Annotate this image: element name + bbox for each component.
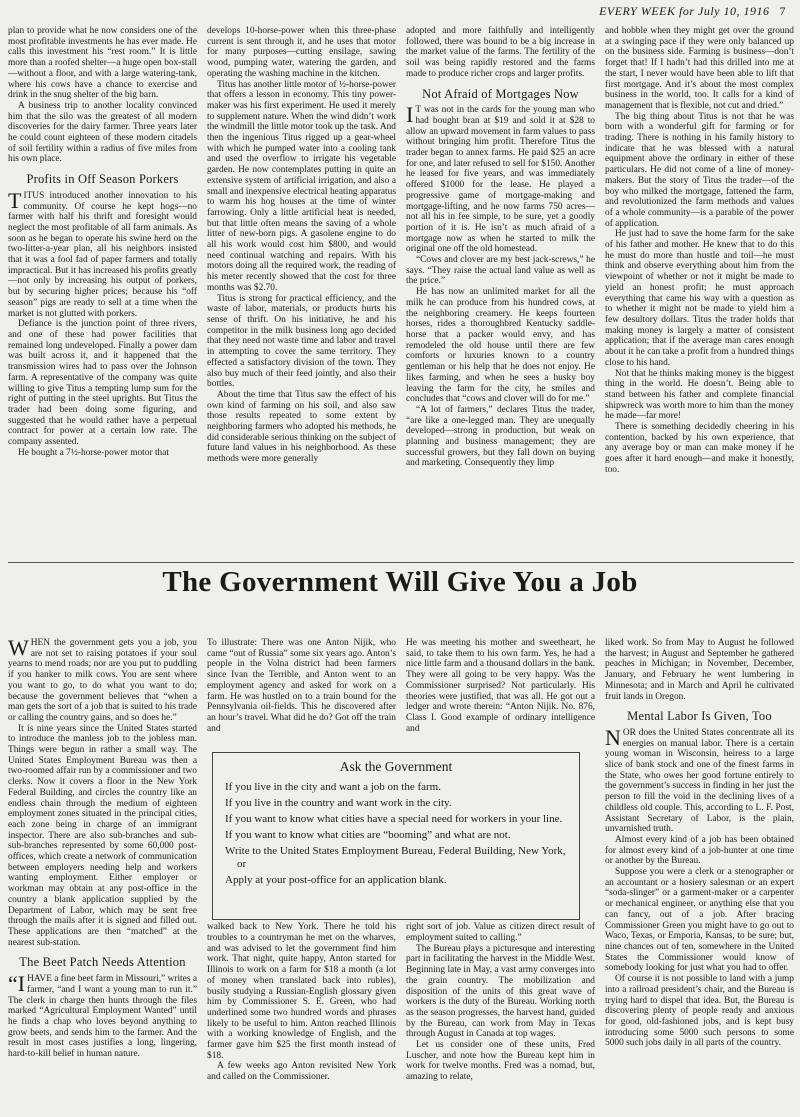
drop-cap: N (605, 724, 621, 750)
subheading: Profits in Off Season Porkers (26, 172, 179, 187)
paragraph-text: Of course it is not possible to land with a jump into a railroad president’s chair, and the Bureau is trying hard to dispel that idea. But, the Bureau is discovering plenty of people ready and anxious for good, old-fashioned jobs, and is kept busy introducing some 5000 such persons to some 5000 such jobs daily in all parts of the country. (605, 974, 794, 1049)
paragraph (605, 974, 794, 1049)
paragraph-text: develops 10-horse-power when this three-phase current is sent through it, and he uses that motor for many purposes—cutting ensilage, sawing wood, pumping water, watering the garden, and operating the washing machine in the kitchen. (207, 26, 396, 79)
paragraph (406, 287, 595, 405)
paragraph (8, 187, 197, 319)
paragraph (605, 112, 794, 230)
paragraph (207, 390, 396, 465)
box-item: Write to the United States Employment Bureau, Federal Building, New York, or (225, 845, 566, 870)
text-column (8, 26, 197, 562)
box-list (225, 781, 567, 887)
paragraph-text: T was not in the cards for the young man who had bought bran at $19 and sold it at $28 to allow an upward movement in farm values to pass without bringing him profit. Therefore Titus the trader began to annex farms. He paid $25 an acre for one, and later refused to sell for $150. Another he leased for five years, and was immediately offered $1000 for the lease. He played a progressive game of mortgage-making and mortgage-lifting, and he now farms 750 acres—not all his in fee simple, to be sure, yet a goodly portion of it is. He isn’t as much afraid of a mortgage now as when he started to milk the original one off the old homestead. (406, 105, 595, 255)
article-title: The Government Will Give You a Job (162, 566, 638, 598)
paragraph-text: A business trip to another locality convinced him that the silo was the greatest of all modern discoveries for the dairy farmer. Three years later he could count eighteen of these modern citadels of soil fertility within a radius of five miles from his own place. (8, 100, 197, 165)
box-item: If you live in the city and want a job on the farm. (225, 781, 441, 793)
divider-rule (8, 562, 794, 563)
paragraph (8, 638, 197, 724)
paragraph (406, 102, 595, 255)
paragraph (406, 26, 595, 80)
paragraph-text: The big thing about Titus is not that he was born with a wonderful gift for farming or for trading. There is nothing in his family history to indicate that he was blessed with a natural equipment above the ordinary in either of these particulars. He did not come of a line of money-makers. But the story of Titus the trader—of the boy who milked the mortgage, fattened the farm, and revolutionized the farm methods and values of a whole community—is a parable of the power of application. (605, 111, 794, 229)
paragraph-text: Titus is strong for practical efficiency, and the waste of labor, materials, or products hurts his sense of thrift. On his initiative, he and his competitor in the milk business long ago decided that they need not waste time and labor and travel in attempting to cover the same territory. They effected a satisfactory division of the town. They also buy much of their feed jointly, and also their bottles. (207, 293, 396, 390)
paragraph-text: Let us consider one of these units, Fred Luscher, and note how the Bureau kept him in work for twelve months. Fred was a nomad, but, amazing to relate, (406, 1040, 595, 1083)
paragraph (207, 922, 396, 1061)
subheading: Not Afraid of Mortgages Now (422, 86, 579, 101)
paragraph (406, 255, 595, 287)
paragraph-text: right sort of job. Value as citizen direct result of employment suited to calling.” (406, 922, 595, 944)
paragraph (8, 101, 197, 165)
paragraph (605, 638, 794, 702)
paragraph (8, 724, 197, 949)
paragraph (605, 724, 794, 835)
box-item: If you want to know what cities have a special need for workers in your line. (225, 813, 563, 825)
publication-date: EVERY WEEK for July 10, 1916 (599, 4, 770, 18)
paragraph-text: plan to provide what he now considers one of the most profitable investments he has ever made. He calls this investment his “rest room.” It is little more than a roofed shelter—a huge open box-stall—without a floor, and with a large watering-tank, where his cows have a chance to exercise and drink in the snug shelter of the big barn. (8, 26, 197, 101)
paragraph (605, 229, 794, 368)
drop-cap: “I (8, 971, 26, 997)
paragraph-text: OR does the United States concentrate all its energies on manual labor. There is a certain young woman in Wisconsin, heiress to a large slice of bank stock and one of the finest farms in the State, who owes her good fortune entirely to the government’s success in finding in her just the person to fill the void in the declining lives of a childless old couple. This, according to L. F. Post, Assistant Secretary of Labor, is the plain, unvarnished truth. (605, 727, 794, 835)
paragraph (406, 405, 595, 469)
paragraph (406, 922, 595, 943)
paragraph-text: ITUS introduced another innovation to his community. Of course he kept hogs—no farmer with half his thrift and foresight would neglect the most profitable of all farm animals. As soon as he began to operate his swine herd on the two-litter-a-year plan, all his neighbors insisted that it was a fool fad of paper farmers and totally impractical. But it has increased his profits greatly—not only by increasing his output of porkers, but by securing higher prices; because his “off season” pigs are ready to sell at a time when the market is not glutted with porkers. (8, 190, 197, 319)
paragraph (8, 319, 197, 447)
continued-article-columns (8, 26, 794, 562)
paragraph-text: He bought a 7½-horse-power motor that (18, 447, 170, 458)
box-item: If you live in the country and want work in the city. (225, 797, 452, 809)
page-number: 7 (779, 4, 786, 18)
paragraph (406, 1040, 595, 1083)
paragraph-text: A few weeks ago Anton revisited New York and called on the Commissioner. (207, 1061, 396, 1083)
paragraph-text: HAVE a fine beet farm in Missouri,” writes a farmer, “and I want a young man to run it.” The clerk in charge then hunts through the files marked “Agricultural Employment Wanted” until he finds a chap who loves beyond anything to grow beets, and sends him to the farmer. And the result in most cases justifies a long, lingering, hard-to-kill belief in human nature. (8, 974, 197, 1060)
ask-the-government-box (212, 752, 580, 920)
box-heading: Ask the Government (339, 759, 453, 774)
drop-cap: I (406, 102, 414, 128)
paragraph-text: “Cows and clover are my best jack-screws,” he says. “They raise the actual land value as well as the price.” (406, 255, 595, 287)
paragraph (207, 294, 396, 390)
paragraph (8, 971, 197, 1060)
subheading: The Beet Patch Needs Attention (19, 955, 186, 970)
paragraph-text: Not that he thinks making money is the biggest thing in the world. He doesn’t. Being able to stand between his father and complete financial shipwreck was worth more to him than the money he made—far more! (605, 368, 794, 422)
paragraph (605, 867, 794, 974)
paragraph (207, 638, 396, 734)
paragraph-text: The Bureau plays a picturesque and interesting part in facilitating the harvest in the Middle West. Beginning late in May, a vast army converges into the grain country. The mobilization and disposition of the units of this great wave of workers is the duty of the Bureau. Working north as the season progresses, the harvest hand, guided by the Bureau, can work from May in Texas through August in Canada at top wages. (406, 943, 595, 1040)
paragraph-text: and hobble when they might get over the ground at a swinging pace if they were only balanced up on the business side. Farming is business—don’t forget that! If I hadn’t had this drilled into me at the start, I never would have been able to lift that first mortgage. And it’s about the most complex business in the world, too. It calls for a kind of management that is flexible, not cut and dried.” (605, 26, 794, 111)
text-column (8, 638, 197, 1110)
text-column (406, 26, 595, 562)
paragraph-text: To illustrate: There was one Anton Nijik, who came “out of Russia” some six years ago. Anton’s people in the Volna district had been farmers since Ivan the Terrible, and Anton went to an employment agency and asked for work on a farm. He was hustled on to a train bound for the Pennsylvania oil-fields. This he discovered after an hour’s travel. What did he do? Got off the train and (207, 638, 396, 734)
paragraph-text: It is nine years since the United States started to introduce the manless job to the jobless man. Things were begun in rather a small way. The United States Employment Bureau was then a two-roomed affair run by a commissioner and two clerks. Now it covers a floor in the New York Federal Building, and circles the country like an endless chain through the medium of eighteen employment zones situated in the principal cities, each zone being in charge of an immigrant inspector. There are also sub-branches and sub-sub-branches represented by some 60,000 post-offices, which create a network of communication between employers needing help and workers wanting employment. Either employer or workman may obtain at any post-office in the country a blank application supplied by the Department of Labor, which may be sent free through the mails after it is signed and filled out. These applications are then “matched” at the nearest sub-station. (8, 723, 197, 948)
paragraph (605, 26, 794, 112)
drop-cap: T (8, 187, 22, 213)
subheading: Mental Labor Is Given, Too (627, 709, 772, 724)
text-column (605, 26, 794, 562)
paragraph-text: Titus has another little motor of ½-horse-power that offers a lesson in economy. This tiny power-maker was his first experiment. He used it merely to supplement nature. When the wind didn’t work the windmill the little motor took up the task. And then the ingenious Titus rigged up a gear-wheel with which he pumped water into a cooling tank and used the overflow to irrigate his vegetable garden. He now contemplates putting in quite an extensive system of artificial irrigation, and also a small and inexpensive electrical heating apparatus to warm his hog houses at the time of winter farrowing. Only a little artificial heat is needed, but that little often means the saving of a whole litter of new-born pigs. A gasolene engine to do all his work would cost him $800, and would need continual watching and repairs. With his motors doing all the required work, the reading of his meter recently showed that the cost for three months was $2.70. (207, 79, 396, 293)
paragraph (605, 422, 794, 476)
paragraph-text: liked work. So from May to August he followed the harvest; in August and September he gathered peaches in Michigan; in November, December, January, and February he went lumbering in Minnesota; and in March and April he cultivated fruit lands in Oregon. (605, 638, 794, 702)
box-item: Apply at your post-office for an application blank. (225, 874, 447, 886)
paragraph (8, 448, 197, 459)
paragraph-text: He was meeting his mother and sweetheart, he said, to take them to his own farm. Yes, he had a nice little farm and a thousand dollars in the bank. They were all going to be very happy. Was the Commissioner surprised? Not particularly. His theories were justified, that was all. He got out a ledger and wrote therein: “Anton Nijik. No. 876, Class I. Good example of ordinary intelligence and (406, 638, 595, 734)
paragraph-text: There is something decidedly cheering in his contention, backed by his own experience, that any average boy or man can make money if he goes after it hard enough—and make it honestly, too. (605, 422, 794, 475)
paragraph-text: HEN the government gets you a job, you are not set to raising potatoes if your soul yearns to mend roads; nor are you put to puddling if you hanker to milk cows. You are sent where you want to go, to do what you want to do; because the government believes that “when a man gets the sort of a job that is suited to his trade or calling the country gains, and so does he.” (8, 638, 197, 723)
paragraph (8, 26, 197, 101)
paragraph-text: Defiance is the junction point of three rivers, and one of these had power facilities that remained long undeveloped. Finally a power dam was built across it, and it happened that the transmission wires had to pass over the Johnson farm. A representative of the company was quite willing to give Titus a tempting lump sum for the right of putting in the steel uprights. But Titus the trader had been doing some figuring, and suggested that he would rather have a perpetual contract for power at a certain low rate. The company assented. (8, 319, 197, 448)
paragraph (406, 638, 595, 734)
paragraph-text: adopted and more faithfully and intelligently followed, there was bound to be a big increase in the market value of the farms. The fertility of the soil was being rapidly restored and the farms made to produce richer crops and larger profits. (406, 26, 595, 79)
paragraph-text: “A lot of farmers,” declares Titus the trader, “are like a one-legged man. They are unequally developed—strong in production, but weak on planning and business management; they are successful growers, but they fall down on buying and marketing. Consequently they limp (406, 404, 595, 469)
text-column (605, 638, 794, 1110)
box-item: If you want to know what cities are “booming” and what are not. (225, 829, 511, 841)
paragraph (207, 80, 396, 294)
paragraph-text: About the time that Titus saw the effect of his own kind of farming on his soil, and also saw those results repeated to some extent by neighboring farmers who adopted his methods, he did considerable serious thinking on the subject of future land values in his neighborhood. As these methods were more generally (207, 389, 396, 465)
paragraph-text: walked back to New York. There he told his troubles to a countryman he met on the wharves, and was advised to let the government find him work. That night, quite happy, Anton started for Illinois to work on a farm for $18 a month (a lot of money when translated back into rubles), busily studying a Russian-English glossary given him by Commissioner S. E. Green, who had underlined some two hundred words and phrases likely to be useful to him. Anton reached Illinois with a working knowledge of English, and the farmer gave him $25 the first month instead of $18. (207, 922, 396, 1061)
paragraph (207, 1061, 396, 1082)
paragraph (605, 835, 794, 867)
drop-cap: W (8, 638, 29, 660)
running-head (599, 4, 786, 19)
paragraph (406, 944, 595, 1040)
paragraph (605, 369, 794, 423)
paragraph (207, 26, 396, 80)
paragraph-text: He just had to save the home farm for the sake of his father and mother. He knew that to do this he must do more than hustle and toil—he must think and observe everything about him from the viewpoint of whether or not it might be made to yield an honest profit; he must approach everything that came his way with a question as to whether it might not be made to yield him a few desultory dollars. Titus the trader holds that making money is largely a matter of consistent application; that if the average man cares enough about it he can take a profit from a hundred things close to his hand. (605, 229, 794, 368)
paragraph-text: Almost every kind of a job has been obtained for almost every kind of a job-hunter at one time or another by the Bureau. (605, 834, 794, 867)
paragraph-text: Suppose you were a clerk or a stenographer or an accountant or a hosiery salesman or an expert “soda-slinger” or a garment-maker or a carpenter or mechanical engineer, or anything else that you can fancy, out of a job. After bracing Commissioner Green you might have to go out to Waco, Texas, or Emporia, Kansas, to be sure; but, nine chances out of ten, somewhere in the United States the Commissioner would know of somebody looking for just what you had to offer. (605, 867, 794, 974)
text-column (207, 26, 396, 562)
paragraph-text: He has now an unlimited market for all the milk he can produce from his hundred cows, at the neighboring creamery. He keeps fourteen horses, rides a thoroughbred Kentucky saddle-horse that a packer would envy, and has remodeled the old house until there are few comforts or luxuries known to a country gentleman or his help that he does not enjoy. He likes farming, and when he sees a husky boy leaving the farm for the city, he smiles and concludes that “cows and clover will do for me.” (406, 287, 595, 405)
